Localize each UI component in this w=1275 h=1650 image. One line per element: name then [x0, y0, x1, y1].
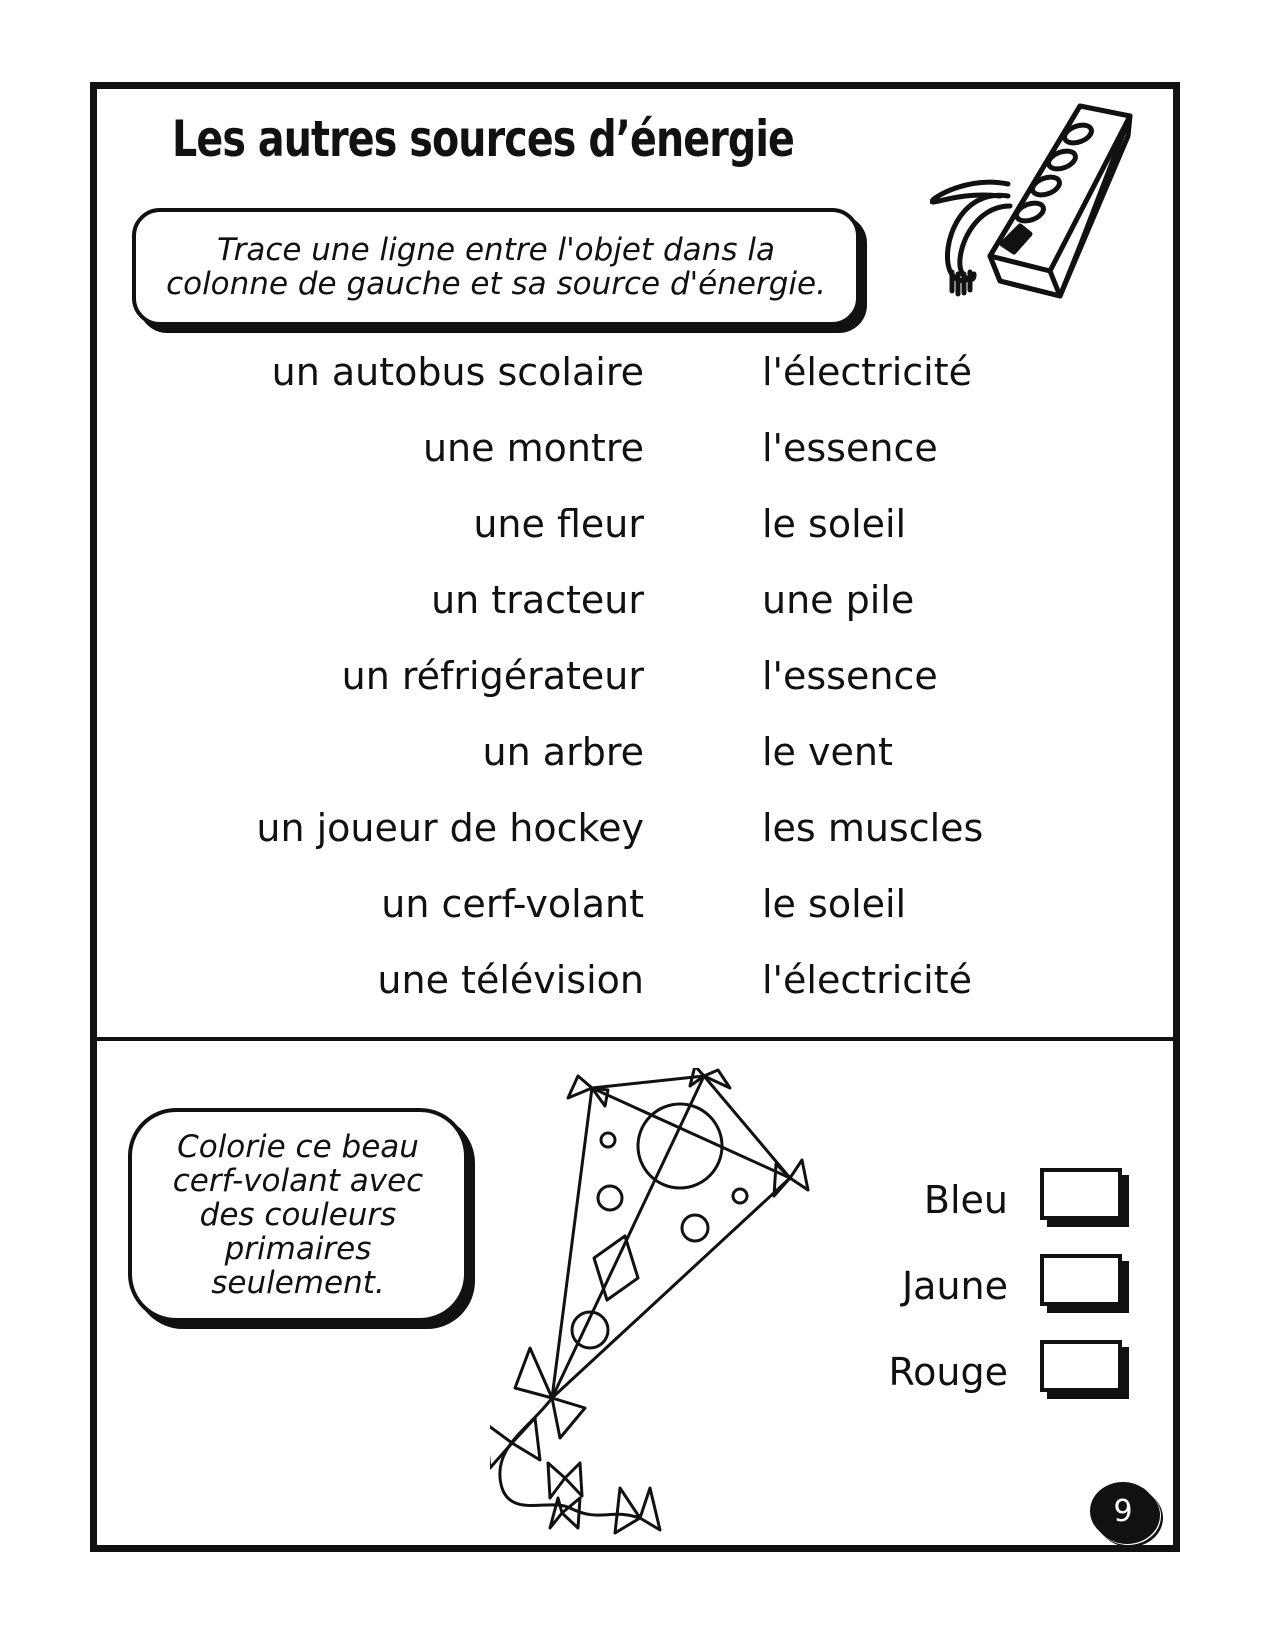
- matching-energy-source[interactable]: l'électricité: [762, 350, 973, 394]
- color-checkbox[interactable]: [1040, 1340, 1122, 1392]
- matching-energy-source[interactable]: le soleil: [762, 882, 907, 926]
- color-checkbox[interactable]: [1040, 1168, 1122, 1220]
- color-label: Rouge: [888, 1350, 1008, 1394]
- color-row: [870, 1340, 1130, 1426]
- matching-row: [0, 426, 1275, 502]
- matching-object[interactable]: un joueur de hockey: [256, 806, 644, 850]
- matching-object[interactable]: un autobus scolaire: [271, 350, 644, 394]
- matching-row: [0, 806, 1275, 882]
- matching-energy-source[interactable]: l'essence: [762, 426, 938, 470]
- matching-object[interactable]: un cerf-volant: [381, 882, 644, 926]
- matching-energy-source[interactable]: le soleil: [762, 502, 907, 546]
- instruction-text-matching: Trace une ligne entre l'objet dans la colonne de gauche et sa source d'énergie.: [166, 232, 826, 302]
- matching-row: [0, 578, 1275, 654]
- matching-row: [0, 502, 1275, 578]
- instruction-text-coloring: Colorie ce beau cerf-volant avec des couleurs primaires seulement.: [172, 1129, 424, 1301]
- matching-row: [0, 882, 1275, 958]
- matching-row: [0, 730, 1275, 806]
- matching-object[interactable]: une fleur: [473, 502, 644, 546]
- matching-energy-source[interactable]: les muscles: [762, 806, 984, 850]
- matching-energy-source[interactable]: le vent: [762, 730, 893, 774]
- color-options: [870, 1168, 1130, 1426]
- instruction-bubble-matching: [132, 208, 860, 326]
- matching-energy-source[interactable]: une pile: [762, 578, 915, 622]
- matching-row: [0, 350, 1275, 426]
- matching-object[interactable]: un tracteur: [431, 578, 644, 622]
- matching-list: [0, 350, 1275, 1034]
- section-divider: [90, 1037, 1180, 1041]
- matching-object[interactable]: une télévision: [377, 958, 644, 1002]
- matching-energy-source[interactable]: l'essence: [762, 654, 938, 698]
- page-title: Les autres sources d’énergie: [172, 110, 795, 168]
- matching-object[interactable]: un réfrigérateur: [341, 654, 644, 698]
- kite-illustration: [490, 1068, 850, 1548]
- page-number: 9: [1113, 1493, 1133, 1529]
- page-number-badge: [1090, 1482, 1156, 1540]
- matching-object[interactable]: une montre: [422, 426, 644, 470]
- color-label: Jaune: [901, 1264, 1008, 1308]
- matching-object[interactable]: un arbre: [482, 730, 644, 774]
- matching-row: [0, 654, 1275, 730]
- matching-energy-source[interactable]: l'électricité: [762, 958, 973, 1002]
- color-checkbox[interactable]: [1040, 1254, 1122, 1306]
- color-row: [870, 1168, 1130, 1254]
- instruction-bubble-coloring: [128, 1108, 468, 1322]
- color-row: [870, 1254, 1130, 1340]
- matching-row: [0, 958, 1275, 1034]
- power-strip-icon: [930, 96, 1140, 326]
- color-label: Bleu: [923, 1178, 1008, 1222]
